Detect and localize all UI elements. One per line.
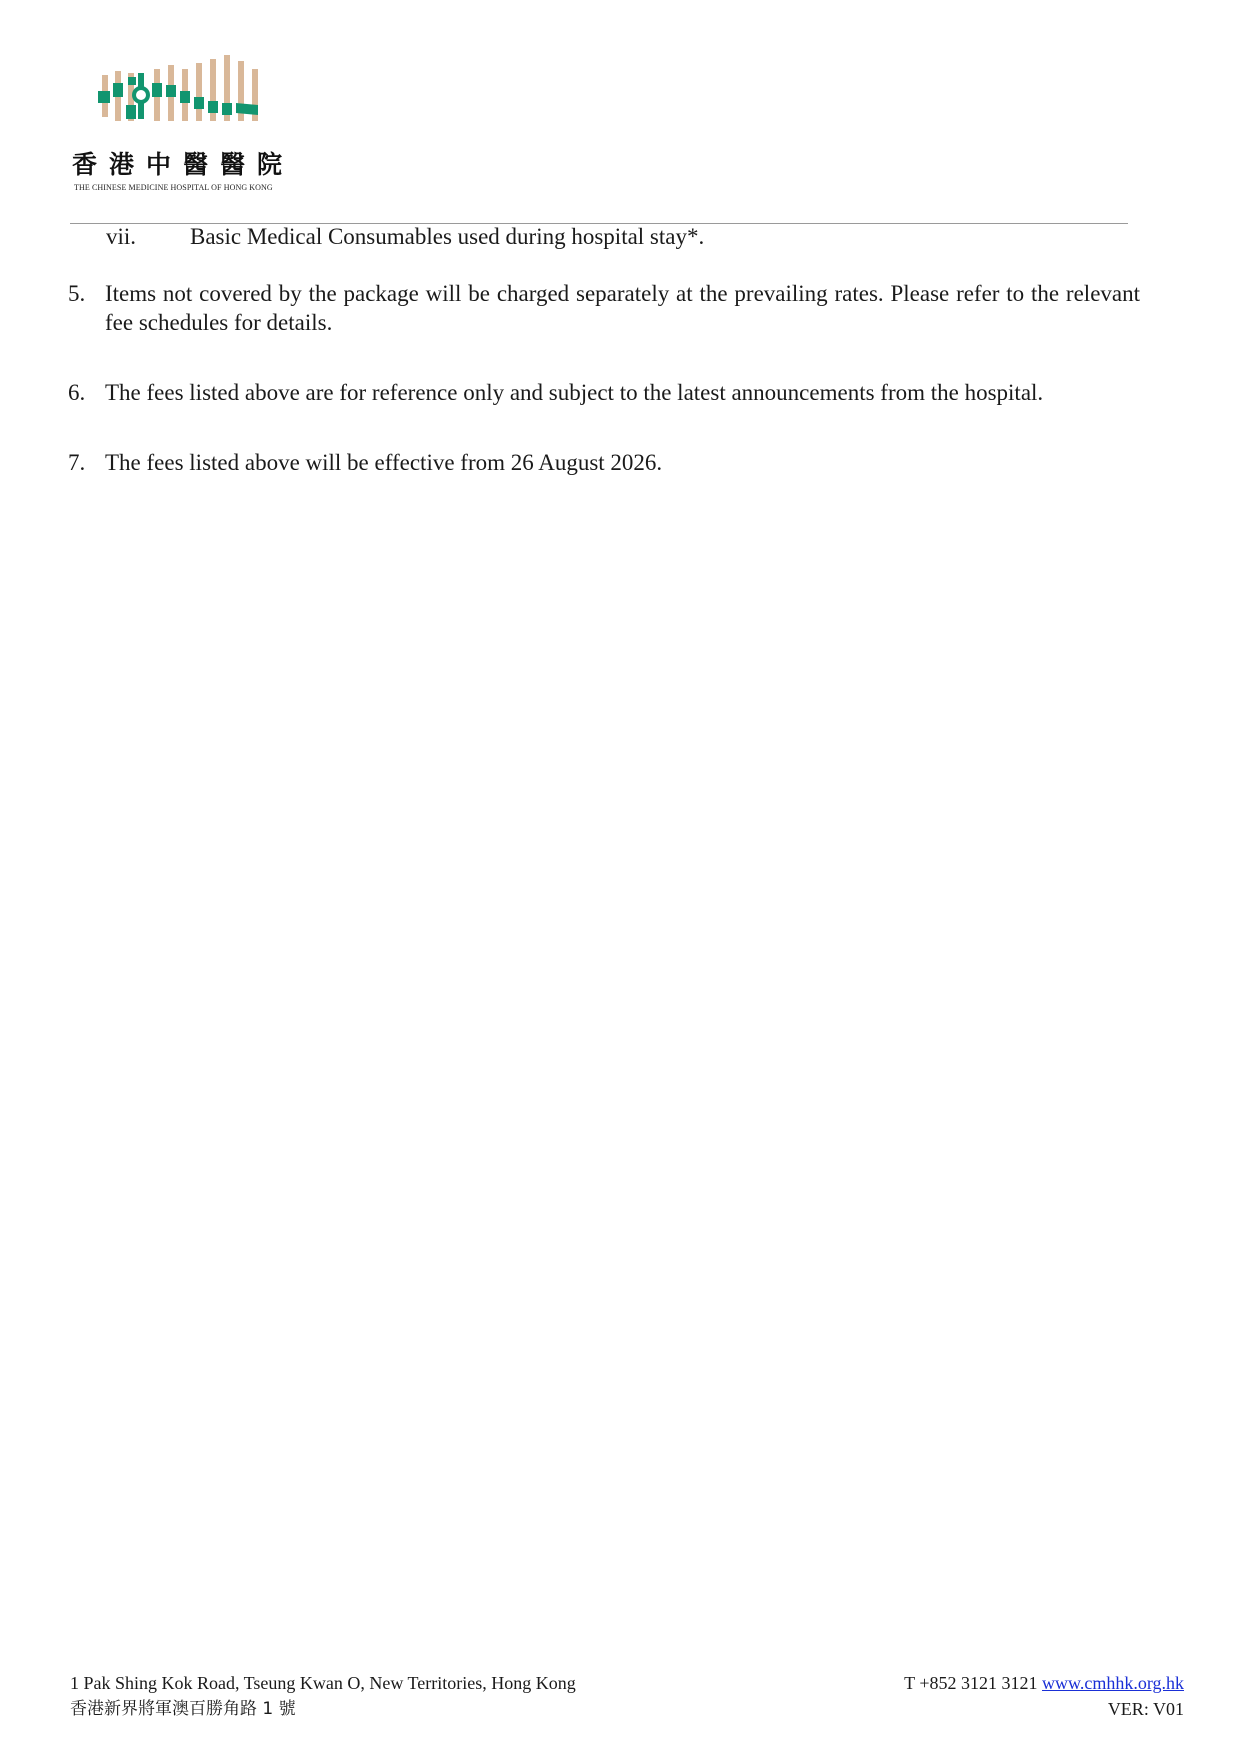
version-label: VER: V01 [1107,1699,1184,1719]
logo-mark-icon [98,55,298,135]
list-item [68,279,1140,337]
document-body [68,222,1158,477]
list-item-number: 5. [68,281,86,306]
footer-address [70,1670,576,1722]
sub-item-text: Basic Medical Consumables used during hospital stay*. [190,224,705,249]
footer-address-cn: 香港新界將軍澳百勝角路 1 號 [70,1699,296,1719]
footer-contact [904,1670,1184,1722]
list-item-text: The fees listed above are for reference only and subject to the latest announcements from the hospital. [105,380,1044,405]
footer-address-en: 1 Pak Shing Kok Road, Tseung Kwan O, New Territories, Hong Kong [70,1673,576,1693]
sub-list-item [68,222,1158,252]
list-item-text: The fees listed above will be effective from 26 August 2026. [105,450,663,475]
list-item [68,378,1140,407]
website-link[interactable]: www.cmhhk.org.hk [1042,1673,1184,1693]
list-item-number: 6. [68,380,86,405]
sub-item-number: vii. [106,224,137,249]
logo-chinese-name: 香港中醫醫院 [72,150,295,179]
hospital-logo [70,55,320,195]
footer-phone: T +852 3121 3121 [904,1673,1038,1693]
list-item-text: Items not covered by the package will be charged separately at the prevailing rates. Please refer to the relevant fee schedules for details. [105,281,1140,335]
logo-english-name: THE CHINESE MEDICINE HOSPITAL OF HONG KONG [74,183,273,192]
list-item-number: 7. [68,450,86,475]
list-item [68,448,1140,477]
